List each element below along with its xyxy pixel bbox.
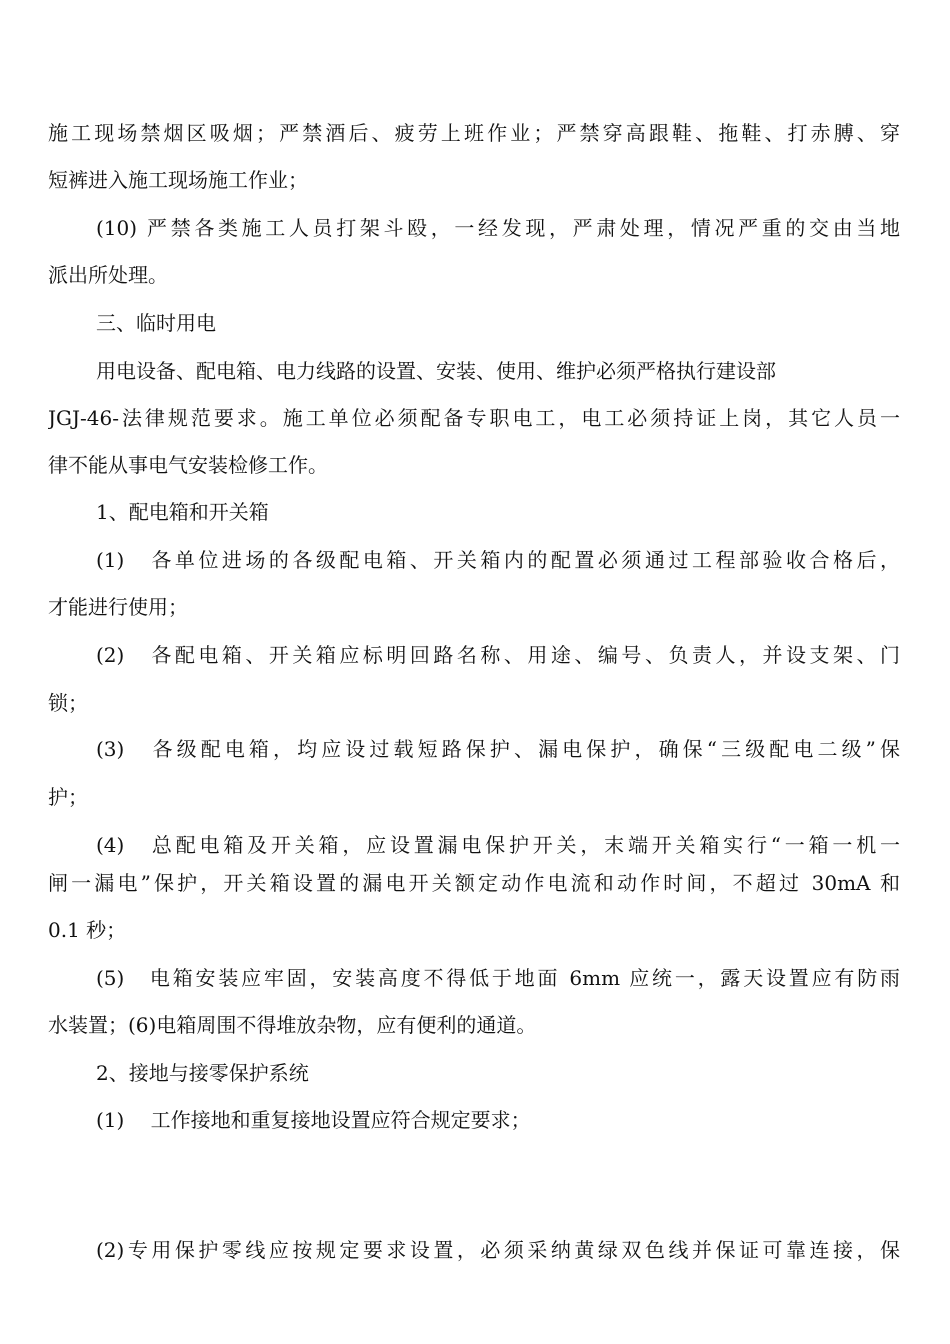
text-line: (4) 总配电箱及开关箱，应设置漏电保护开关，末端开关箱实行“一箱一机一: [96, 833, 900, 857]
text-line: 护；: [48, 785, 88, 809]
subsection-heading: 2、接地与接零保护系统: [96, 1061, 309, 1085]
text-line: (2) 各配电箱、开关箱应标明回路名称、用途、编号、负责人，并设支架、门: [96, 643, 900, 667]
text-line: (10) 严禁各类施工人员打架斗殴，一经发现，严肃处理，情况严重的交由当地: [96, 216, 900, 240]
text-line: 施工现场禁烟区吸烟；严禁酒后、疲劳上班作业；严禁穿高跟鞋、拖鞋、打赤膊、穿: [48, 121, 900, 145]
text-line: (5) 电箱安装应牢固，安装高度不得低于地面 6mm 应统一，露天设置应有防雨: [96, 966, 900, 990]
text-line: 闸一漏电”保护，开关箱设置的漏电开关额定动作电流和动作时间，不超过 30mA 和: [48, 871, 900, 895]
text-line: JGJ-46-法律规范要求。施工单位必须配备专职电工，电工必须持证上岗，其它人员一: [48, 406, 900, 430]
text-line: (1) 各单位进场的各级配电箱、开关箱内的配置必须通过工程部验收合格后，: [96, 548, 900, 572]
document-page: [48, 0, 900, 1344]
text-line: (2)专用保护零线应按规定要求设置，必须采纳黄绿双色线并保证可靠连接，保: [96, 1238, 900, 1262]
text-line: (3) 各级配电箱，均应设过载短路保护、漏电保护，确保“三级配电二级”保: [96, 737, 900, 761]
text-line: 短裤进入施工现场施工作业；: [48, 168, 308, 192]
text-line: 派出所处理。: [48, 263, 168, 287]
text-line: 0.1 秒；: [48, 918, 127, 942]
text-line: (1) 工作接地和重复接地设置应符合规定要求；: [96, 1108, 531, 1132]
text-line: 律不能从事电气安装检修工作。: [48, 453, 328, 477]
text-line: 用电设备、配电箱、电力线路的设置、安装、使用、维护必须严格执行建设部: [96, 359, 776, 383]
section-heading: 三、临时用电: [96, 311, 216, 335]
text-line: 水装置；(6)电箱周围不得堆放杂物，应有便利的通道。: [48, 1013, 537, 1037]
subsection-heading: 1、配电箱和开关箱: [96, 500, 269, 524]
text-line: 才能进行使用；: [48, 595, 188, 619]
text-line: 锁；: [48, 691, 88, 715]
